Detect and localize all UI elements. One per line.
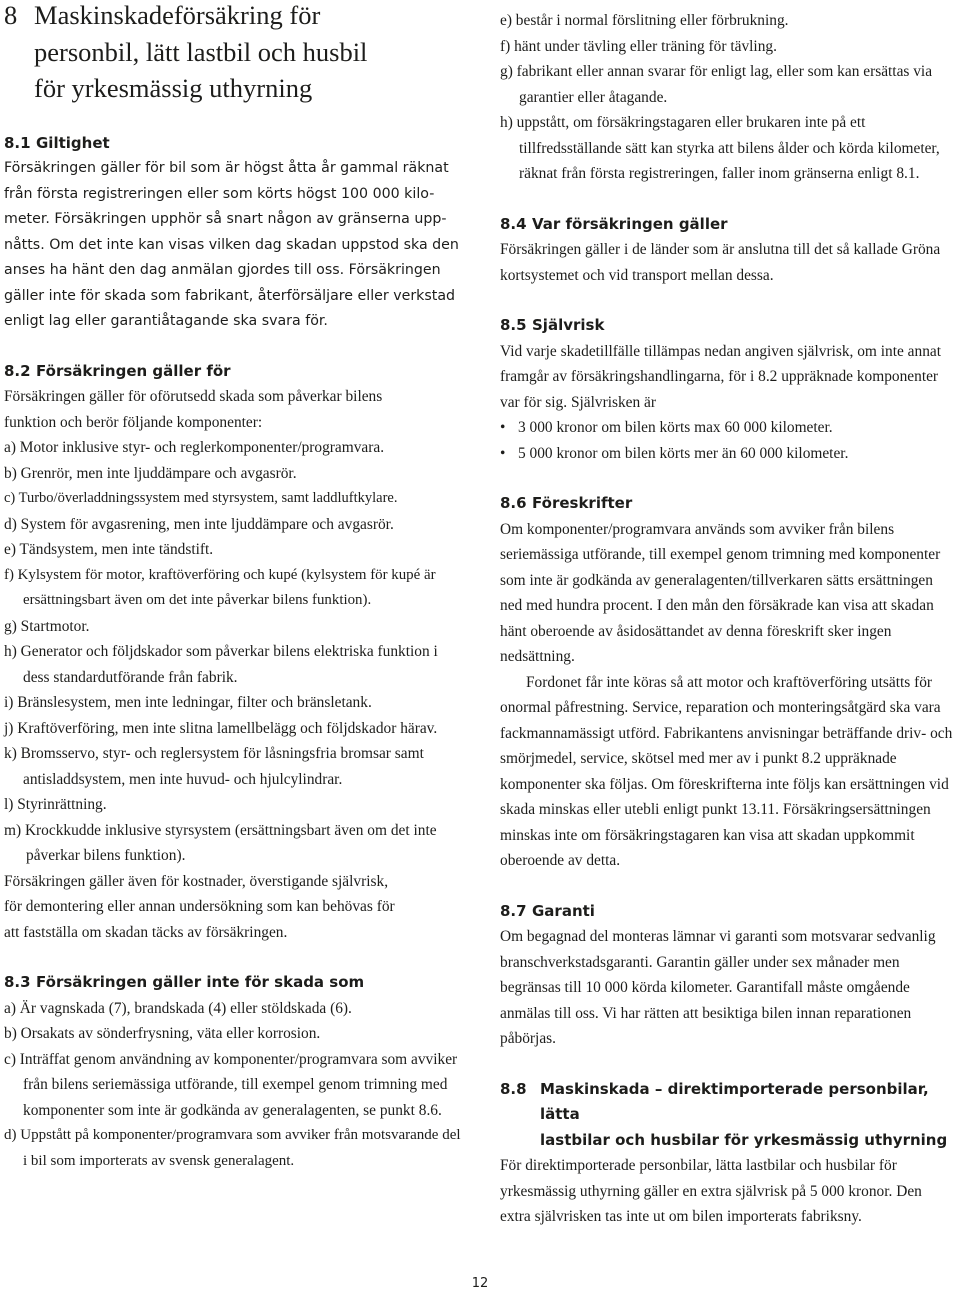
chapter-title <box>4 0 466 107</box>
body-line: Försäkringen gäller för bil som är högst åtta år gammal räknat <box>4 160 449 176</box>
list-item: d) Uppstått på komponenter/programvara som avviker från motsvarande del i bil som importerats av svensk generalagent. <box>4 1127 461 1169</box>
list-item: h) Generator och följdskador som påverkar bilens elektriska funktion i dess standardutförande från fabrik. <box>4 643 438 686</box>
chapter-title-line-2: personbil, lätt lastbil och husbil <box>34 36 368 67</box>
section-8-8 <box>500 1077 956 1230</box>
body-line: att fastställa om skadan täcks av försäkringen. <box>4 923 288 941</box>
list-item: c) Turbo/överladdningssystem med styrsystem, samt laddluftkylare. <box>4 490 398 506</box>
section-8-2 <box>4 359 466 946</box>
section-body <box>4 156 466 335</box>
section-heading <box>500 313 956 339</box>
section-paragraph: Om komponenter/programvara används som avviker från bilens seriemässiga utförande, till exempel genom trimning med komponenter som inte är godkända av generalagenten/tillverkaren sätts ersättningen ned med hundra procent. I den mån den försäkrade kan visa att skadan hänt oberoende av åsidosättandet av denna föreskrift sker ingen nedsättning. <box>500 520 941 665</box>
bullet-item: • 3 000 kronor om bilen körts max 60 000 kilometer. <box>500 415 956 441</box>
chapter-number: 8 <box>4 0 18 30</box>
body-line: meter. Försäkringen upphör så snart någon av gränserna upp- <box>4 211 447 227</box>
chapter-title-line-1: Maskinskadeförsäkring för <box>34 0 321 30</box>
section-title-line-1: Maskinskada – direktimporterade personbilar, lätta <box>540 1079 929 1123</box>
section-number: 8.1 <box>4 133 31 152</box>
section-title: Självrisk <box>532 316 605 334</box>
section-number: 8.4 <box>500 214 527 233</box>
section-number: 8.7 <box>500 901 527 920</box>
list-item: m) Krockkudde inklusive styrsystem (ersättningsbart även om det inte påverkar bilens funktion). <box>4 821 437 864</box>
list-item: a) Är vagnskada (7), brandskada (4) eller stöldskada (6). <box>4 999 352 1017</box>
section-title: Försäkringen gäller inte för skada som <box>36 973 365 991</box>
section-heading <box>4 131 466 157</box>
section-heading <box>500 1077 956 1154</box>
right-column <box>500 8 956 1230</box>
section-heading <box>500 212 956 238</box>
body-line: nåtts. Om det inte kan visas vilken dag skadan uppstod ska den <box>4 236 459 253</box>
section-title-line-2: lastbilar och husbilar för yrkesmässig uthyrning <box>540 1130 948 1149</box>
section-8-6 <box>500 491 956 874</box>
section-paragraph: Fordonet får inte köras så att motor och kraftöverföring utsätts för onormal påfrestning. Service, reparation och monteringsåtgärd ska vara fackmannamässigt utförd. Fabrikantens anvisningar beträffande driv- och smörjmedel, service, skötsel med mer av i punkt 8.2 uppräknade komponenter ska följas. Om föreskrifterna inte följs kan ersättningen vid skada minskas eller utebli enligt punkt 13.11. Försäkringsersättningen minskas inte om försäkringstagaren kan visa att skadan uppkommit oberoende av detta. <box>500 673 953 869</box>
list-item: f) Kylsystem för motor, kraftöverföring och kupé (kylsystem för kupé är ersättningsbart även om det inte påverkar bilens funktion). <box>4 566 436 608</box>
section-title: Försäkringen gäller för <box>36 361 231 380</box>
section-outro <box>4 869 466 946</box>
body-line: anses ha hänt den dag anmälan gjordes till oss. Försäkringen <box>4 262 441 278</box>
list-item: j) Kraftöverföring, men inte slitna lamellbelägg och följdskador härav. <box>4 719 438 737</box>
list-item: f) hänt under tävling eller träning för tävling. <box>500 37 777 55</box>
section-heading <box>4 359 466 385</box>
section-body: Försäkringen gäller i de länder som är anslutna till det så kallade Gröna kortsystemet och vid transport mellan dessa. <box>500 241 941 284</box>
list-item: l) Styrinrättning. <box>4 796 107 813</box>
body-line: från första registreringen eller som körts högst 100 000 kilo- <box>4 185 435 202</box>
section-number: 8.5 <box>500 316 527 334</box>
section-body: För direktimporterade personbilar, lätta lastbilar och husbilar för yrkesmässig uthyrning gäller en extra självrisk på 5 000 kronor. Den extra självrisken tas inte ut om bilen importerats fabriksny. <box>500 1157 922 1225</box>
section-body: Om begagnad del monteras lämnar vi garanti som motsvarar sedvanlig branschverkstadsgaranti. Garantin gäller under sex månader men begränsas till 10 000 körda kilometer. Garantifall måste omgående anmälas till oss. Vi har rätten att besiktiga bilen innan reparationen påbörjas. <box>500 928 936 1047</box>
list-item: b) Grenrör, men inte ljuddämpare och avgasrör. <box>4 464 297 482</box>
list-item: g) fabrikant eller annan svarar för enligt lag, eller som kan ersättas via garantier eller åtagande. <box>500 63 933 106</box>
section-title: Föreskrifter <box>532 494 633 512</box>
section-heading <box>500 899 956 925</box>
section-8-3-continued <box>500 8 956 187</box>
section-title: Giltighet <box>36 133 110 152</box>
list-item: g) Startmotor. <box>4 617 90 635</box>
section-number: 8.8 <box>500 1079 527 1098</box>
bullet-list <box>500 415 956 466</box>
body-line: funktion och berör följande komponenter: <box>4 413 263 431</box>
chapter-title-line-3: för yrkesmässig uthyrning <box>34 73 313 103</box>
section-number: 8.6 <box>500 494 527 512</box>
list-item: d) System för avgasrening, men inte ljuddämpare och avgasrör. <box>4 515 394 533</box>
list-item: e) består i normal förslitning eller förbrukning. <box>500 12 789 29</box>
section-8-1 <box>4 131 466 335</box>
section-title: Garanti <box>532 901 595 920</box>
section-8-5 <box>500 313 956 466</box>
bullet-item: • 5 000 kronor om bilen körts mer än 60 000 kilometer. <box>500 441 956 467</box>
body-line: enligt lag eller garantiåtagande ska svara för. <box>4 313 328 329</box>
list-item: k) Bromsservo, styr- och reglersystem för låsningsfria bromsar samt antisladdsystem, men inte huvud- och hjulcylindrar. <box>4 745 424 788</box>
list-item: a) Motor inklusive styr- och reglerkomponenter/programvara. <box>4 439 385 456</box>
section-8-3 <box>4 970 466 1174</box>
page-number: 12 <box>471 1276 489 1291</box>
section-8-7 <box>500 899 956 1052</box>
section-number: 8.3 <box>4 973 31 991</box>
section-heading <box>500 491 956 517</box>
list-item: e) Tändsystem, men inte tändstift. <box>4 541 214 558</box>
list-item: c) Inträffat genom användning av komponenter/programvara som avviker från bilens seriemässiga utförande, till exempel genom trimning med komponenter som inte är godkända av generalagenten, se punkt 8.6. <box>4 1050 458 1119</box>
body-line: Försäkringen gäller för oförutsedd skada som påverkar bilens <box>4 388 383 405</box>
body-line: för demontering eller annan undersökning som kan behövas för <box>4 898 395 915</box>
section-intro <box>4 384 466 435</box>
body-line: gäller inte för skada som fabrikant, återförsäljare eller verkstad <box>4 287 456 304</box>
section-body: Vid varje skadetillfälle tillämpas nedan angiven självrisk, om inte annat framgår av försäkringshandlingarna, för i 8.2 uppräknade komponenter var för sig. Självrisken är <box>500 342 941 411</box>
section-title: Var försäkringen gäller <box>532 214 728 233</box>
section-8-4 <box>500 212 956 289</box>
body-line: Försäkringen gäller även för kostnader, överstigande självrisk, <box>4 872 389 890</box>
list-item: i) Bränslesystem, men inte ledningar, filter och bränsletank. <box>4 694 372 711</box>
section-number: 8.2 <box>4 361 31 380</box>
list-item: b) Orsakats av sönderfrysning, väta eller korrosion. <box>4 1025 321 1042</box>
section-heading <box>4 970 466 996</box>
left-column <box>4 0 466 1174</box>
list-item: h) uppstått, om försäkringstagaren eller brukaren inte på ett tillfredsställande sätt kan styrka att bilens ålder och körda kilometer, räknat från första registreringen, faller inom gränserna enligt 8.1. <box>500 114 940 182</box>
